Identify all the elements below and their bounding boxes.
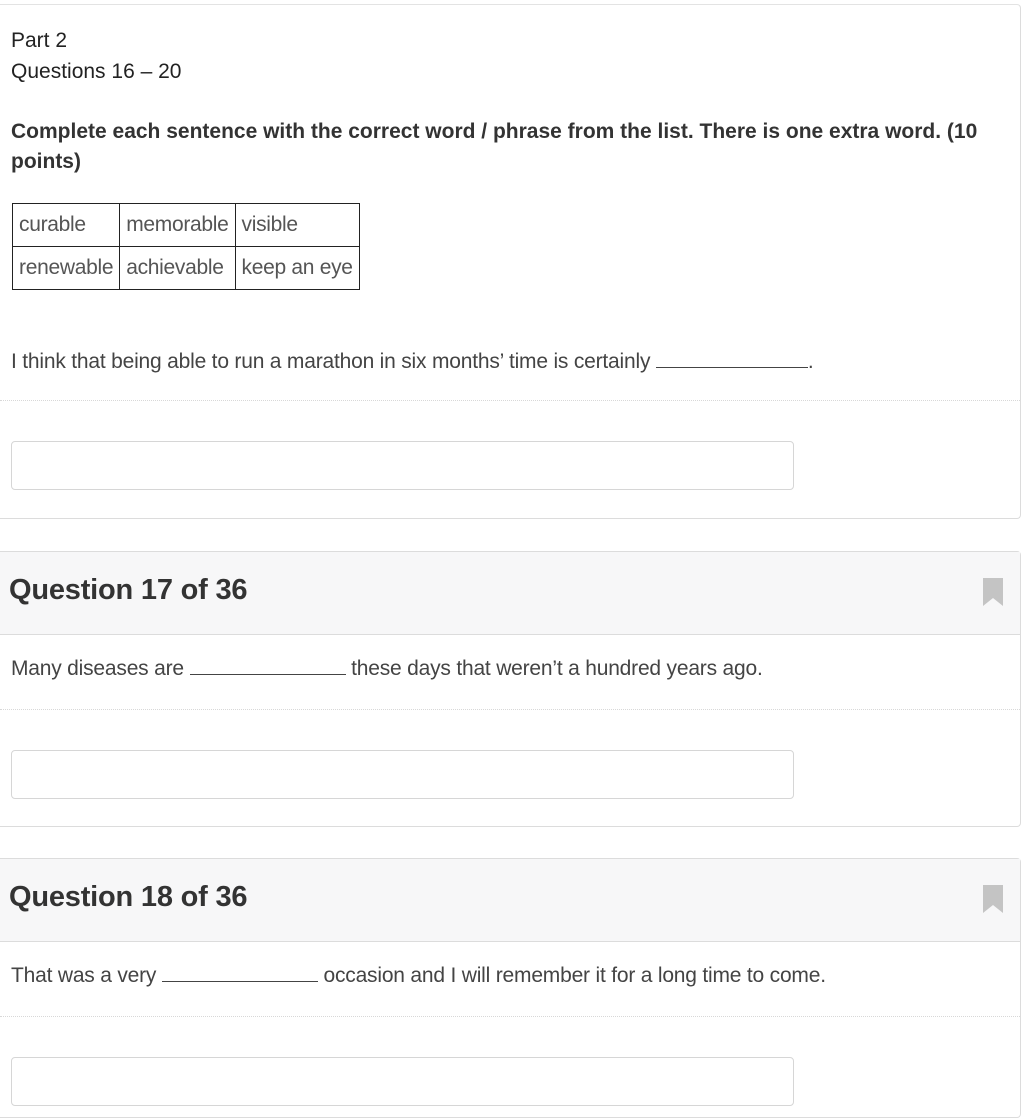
divider [0,709,1020,710]
question-16-card [0,4,1021,519]
word-list-row [13,247,360,290]
sentence-text: That was a very [11,964,162,987]
word-option: visible [235,204,359,247]
word-option: keep an eye [235,247,359,290]
answer-input-16[interactable] [11,441,794,490]
sentence-text: I think that being able to run a marathon in six months’ time is certainly [11,350,656,373]
sentence-text: . [807,350,814,373]
question-17-card [0,551,1021,827]
divider [0,1016,1020,1017]
answer-input-17[interactable] [11,750,794,799]
part-label: Part 2 [11,29,68,52]
sentence-text: Many diseases are [11,657,190,680]
blank-line [190,656,346,675]
question-17-sentence [11,656,763,681]
blank-line [162,963,318,982]
question-18-sentence [11,963,826,988]
question-18-card [0,858,1021,1118]
sentence-text: these days that weren’t a hundred years ago. [345,657,763,680]
questions-range: Questions 16 – 20 [11,60,182,83]
word-list-table [12,203,360,290]
question-title: Question 17 of 36 [9,574,248,606]
answer-input-18[interactable] [11,1057,794,1106]
bookmark-icon[interactable] [982,884,1004,914]
word-option: achievable [120,247,235,290]
word-option: renewable [13,247,120,290]
question-16-sentence [11,349,814,374]
question-title: Question 18 of 36 [9,881,248,913]
divider [0,400,1020,401]
instructions: Complete each sentence with the correct word / phrase from the list. There is one extra word. (10 points) [11,120,978,173]
word-list-row [13,204,360,247]
bookmark-icon[interactable] [982,577,1004,607]
question-header [0,859,1020,942]
question-header [0,552,1020,635]
word-option: memorable [120,204,235,247]
blank-line [656,349,808,368]
sentence-text: occasion and I will remember it for a long time to come. [317,964,826,987]
word-option: curable [13,204,120,247]
